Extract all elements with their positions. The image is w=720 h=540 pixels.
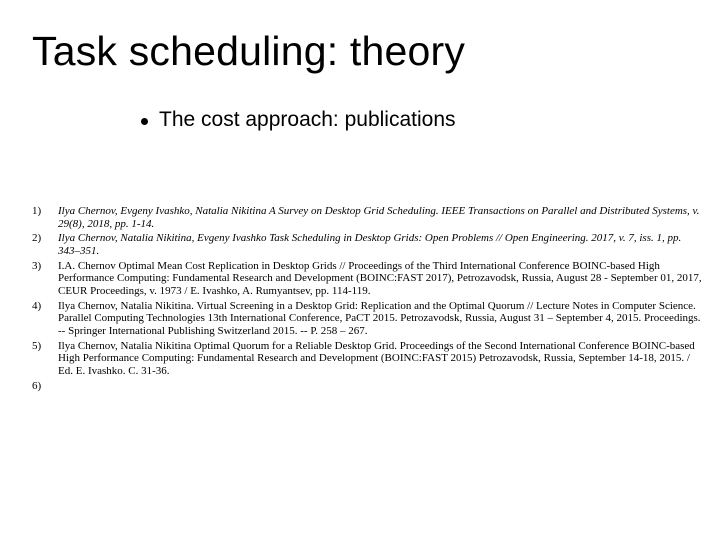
reference-text: Ilya Chernov, Natalia Nikitina Optimal Quorum for a Reliable Desktop Grid. Proceedings of the Second International Conference BOINC-based High Performance Computing: Fundamental Research and Development (BOINC:FAST 2015) Petrozavodsk, Russia, September 14-18, 2015. / Ed. E. Ivashko. C. 31-36. bbox=[58, 339, 695, 377]
reference-item-2 bbox=[0, 232, 720, 257]
reference-number: 6) bbox=[32, 379, 42, 392]
reference-text: I.A. Chernov Optimal Mean Cost Replication in Desktop Grids // Proceedings of the Third International Conference BOINC-based High Performance Computing: Fundamental Research and Development (BOINC:FAST 2017), Petrozavodsk, Russia, August 28 - September 01, 2017, CEUR Proceedings, v. 1973 / E. Ivashko, A. Rumyantsev, pp. 114-119. bbox=[58, 259, 702, 297]
reference-text: Ilya Chernov, Evgeny Ivashko, Natalia Nikitina A Survey on Desktop Grid Scheduling. IEEE Transactions on Parallel and Distributed Systems, v. 29(8), 2018, pp. 1-14. bbox=[58, 205, 700, 230]
reference-number: 5) bbox=[32, 339, 42, 352]
reference-text: Ilya Chernov, Natalia Nikitina. Virtual Screening in a Desktop Grid: Replication and the Optimal Quorum // Lecture Notes in Computer Science. Parallel Computing Technologies 13th International Conference, PaCT 2015. Petrozavodsk, Russia, August 31 – September 4, 2015. Proceedings. -- Springer International Publishing Switzerland 2015. -- P. 258 – 267. bbox=[58, 299, 701, 337]
bullet-item bbox=[141, 108, 456, 132]
reference-number: 4) bbox=[32, 299, 42, 312]
reference-number: 3) bbox=[32, 259, 42, 272]
reference-number: 2) bbox=[32, 232, 42, 245]
reference-text: Ilya Chernov, Natalia Nikitina, Evgeny Ivashko Task Scheduling in Desktop Grids: Open Problems // Open Engineering. 2017, v. 7, iss. 1, pp. 343–351. bbox=[58, 232, 682, 257]
bullet-text: The cost approach: publications bbox=[159, 108, 456, 131]
reference-item-5 bbox=[0, 340, 720, 378]
reference-item-3 bbox=[0, 260, 720, 298]
reference-item-1 bbox=[0, 205, 720, 230]
reference-item-4 bbox=[0, 300, 720, 338]
bullet-dot-icon bbox=[141, 118, 148, 125]
reference-list bbox=[0, 205, 720, 392]
reference-number: 1) bbox=[32, 205, 42, 217]
slide-title: Task scheduling: theory bbox=[32, 28, 466, 74]
